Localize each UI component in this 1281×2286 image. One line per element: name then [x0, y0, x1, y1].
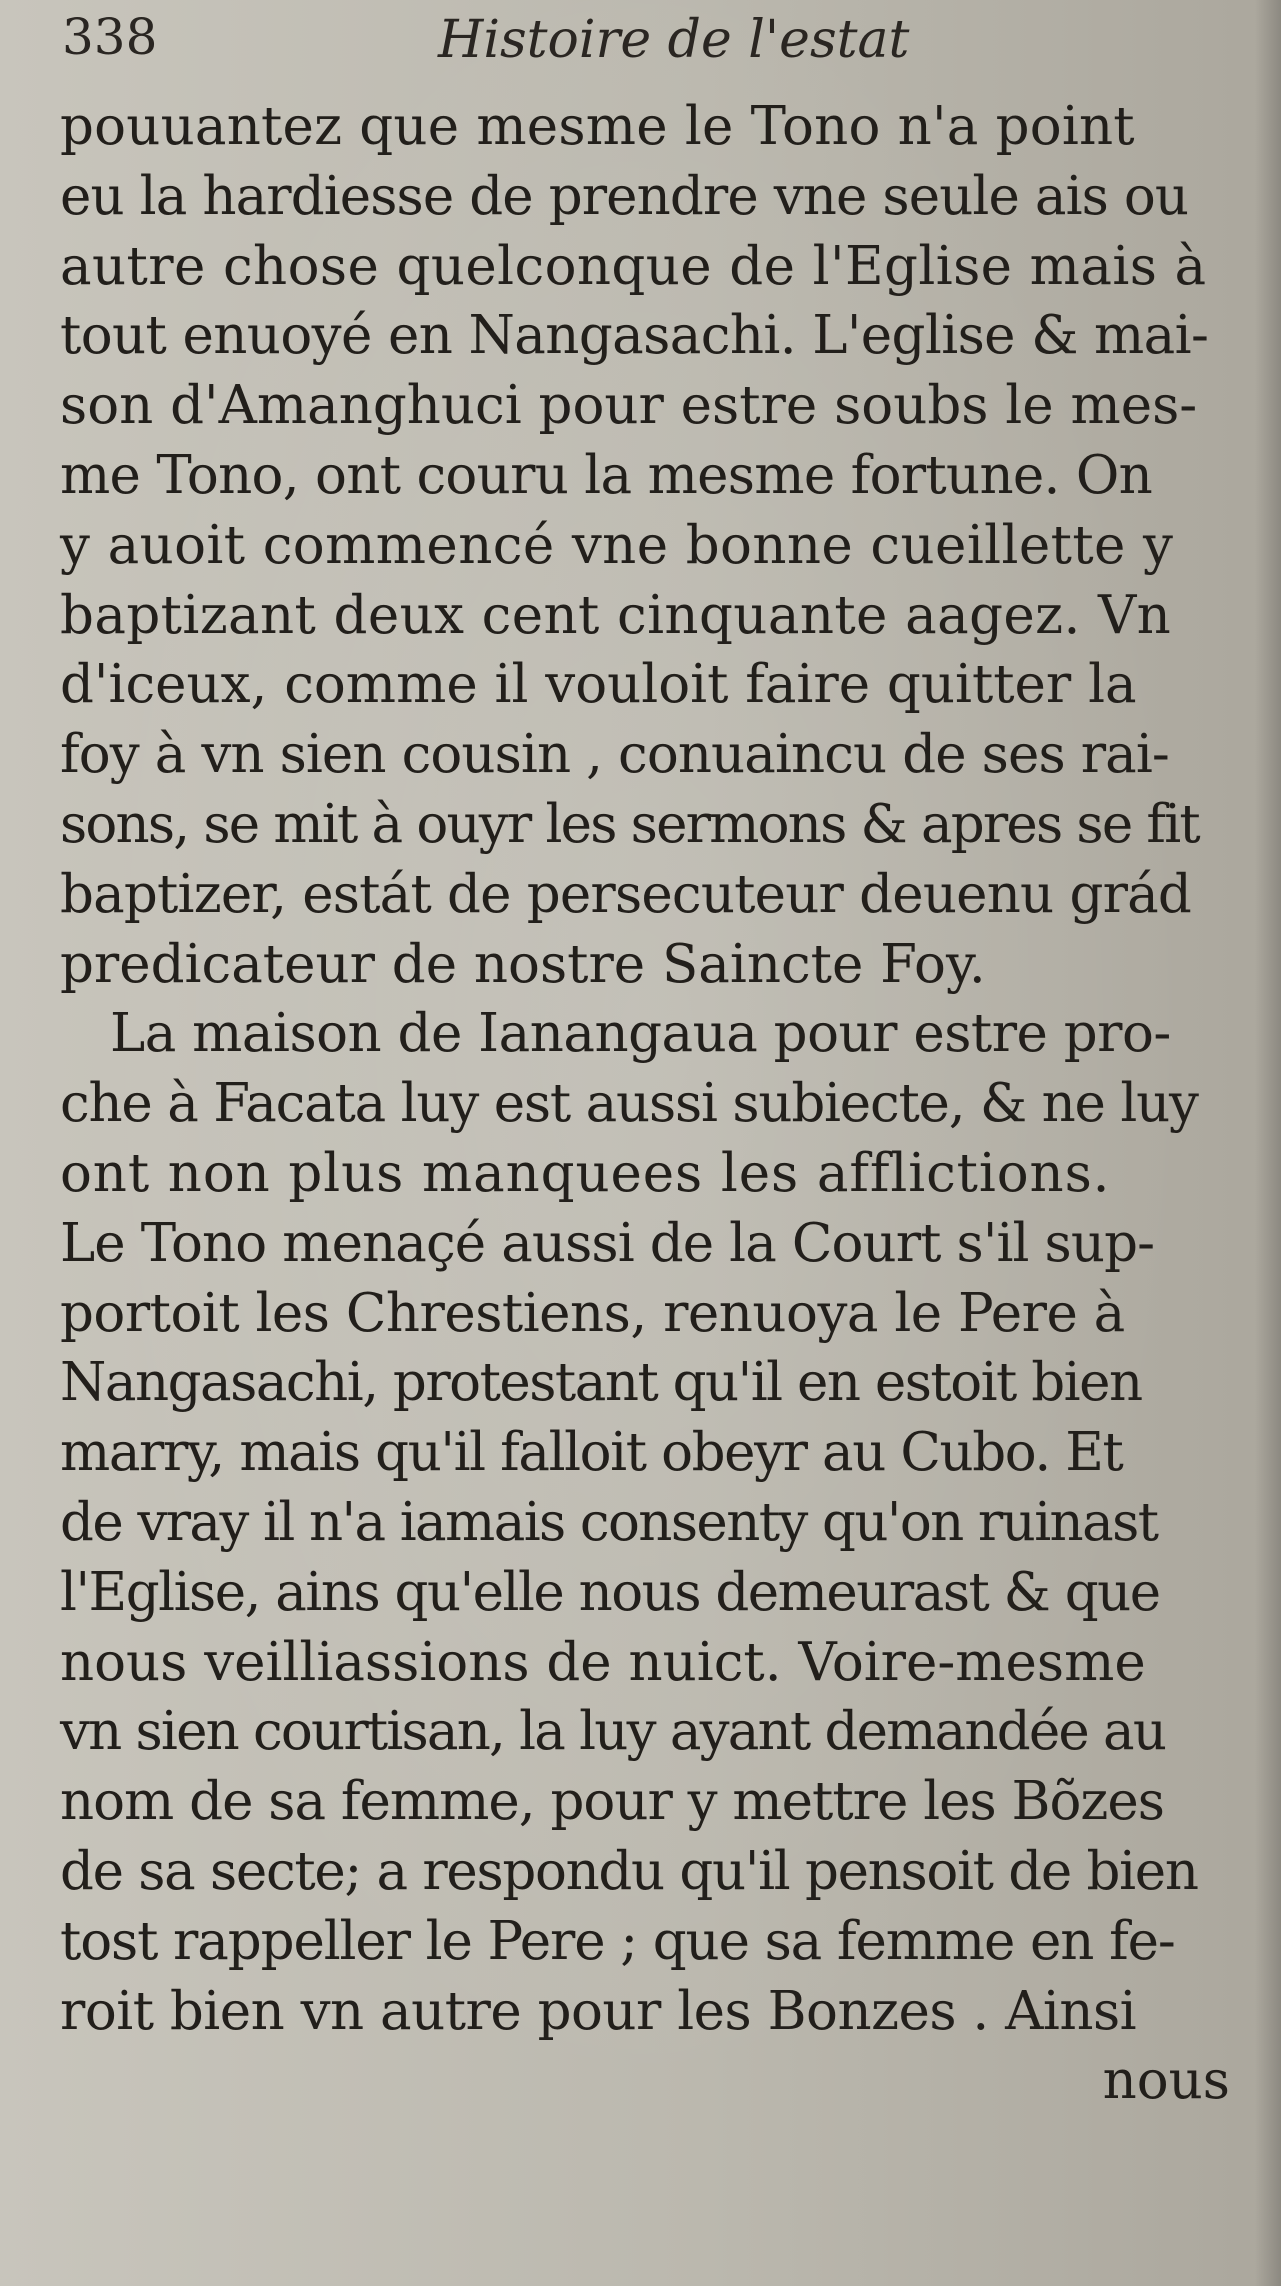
- text-line: vn sien courtisan, la luy ayant demandée au: [60, 1701, 1166, 1763]
- body-text: [60, 92, 1232, 2116]
- text-line: Le Tono menaçé aussi de la Court s'il sup-: [60, 1212, 1155, 1274]
- text-line: nous veilliassions de nuict. Voire-mesme: [60, 1631, 1146, 1693]
- text-line: me Tono, ont couru la mesme fortune. On: [60, 444, 1153, 506]
- running-title: Histoire de l'estat: [438, 10, 910, 70]
- text-line: pouuantez que mesme le Tono n'a point: [60, 96, 1135, 157]
- paragraph-first-line: La maison de Ianangaua pour estre pro-: [110, 1003, 1171, 1065]
- text-line: l'Eglise, ains qu'elle nous demeurast & que: [60, 1561, 1160, 1623]
- page-number: 338: [62, 8, 158, 66]
- text-line: baptizant deux cent cinquante aagez. Vn: [60, 584, 1172, 646]
- text-line: che à Facata luy est aussi subiecte, & ne luy: [60, 1073, 1198, 1135]
- text-line: son d'Amanghuci pour estre soubs le mes-: [60, 375, 1198, 437]
- text-line: portoit les Chrestiens, renuoya le Pere à: [60, 1282, 1125, 1344]
- text-line: marry, mais qu'il falloit obeyr au Cubo. Et: [60, 1422, 1123, 1484]
- text-line: nom de sa femme, pour y mettre les Bõzes: [60, 1771, 1164, 1833]
- text-line: y auoit commencé vne bonne cueillette y: [60, 514, 1174, 576]
- text-line: ont non plus manquees les afflictions.: [60, 1142, 1111, 1204]
- text-line: baptizer, estát de persecuteur deuenu grád: [60, 863, 1192, 925]
- text-line: autre chose quelconque de l'Eglise mais à: [60, 235, 1207, 297]
- text-line: d'iceux, comme il vouloit faire quitter la: [60, 654, 1137, 716]
- text-line: eu la hardiesse de prendre vne seule ais ou: [60, 165, 1189, 227]
- page-edge-shadow: [1255, 0, 1281, 2286]
- text-line: tout enuoyé en Nangasachi. L'eglise & mai-: [60, 305, 1209, 367]
- text-line: tost rappeller le Pere ; que sa femme en fe-: [60, 1910, 1175, 1972]
- text-line: sons, se mit à ouyr les sermons & apres se fit: [60, 793, 1199, 855]
- text-line: de sa secte; a respondu qu'il pensoit de bien: [60, 1840, 1198, 1902]
- catchword: nous: [1102, 2050, 1230, 2112]
- text-line: Nangasachi, protestant qu'il en estoit bien: [60, 1352, 1142, 1414]
- running-head: [62, 8, 1222, 86]
- text-line: de vray il n'a iamais consenty qu'on ruinast: [60, 1491, 1158, 1553]
- text-line: predicateur de nostre Saincte Foy.: [60, 933, 986, 995]
- text-line: roit bien vn autre pour les Bonzes . Ainsi: [60, 1980, 1137, 2042]
- text-line: foy à vn sien cousin , conuaincu de ses rai-: [60, 724, 1169, 786]
